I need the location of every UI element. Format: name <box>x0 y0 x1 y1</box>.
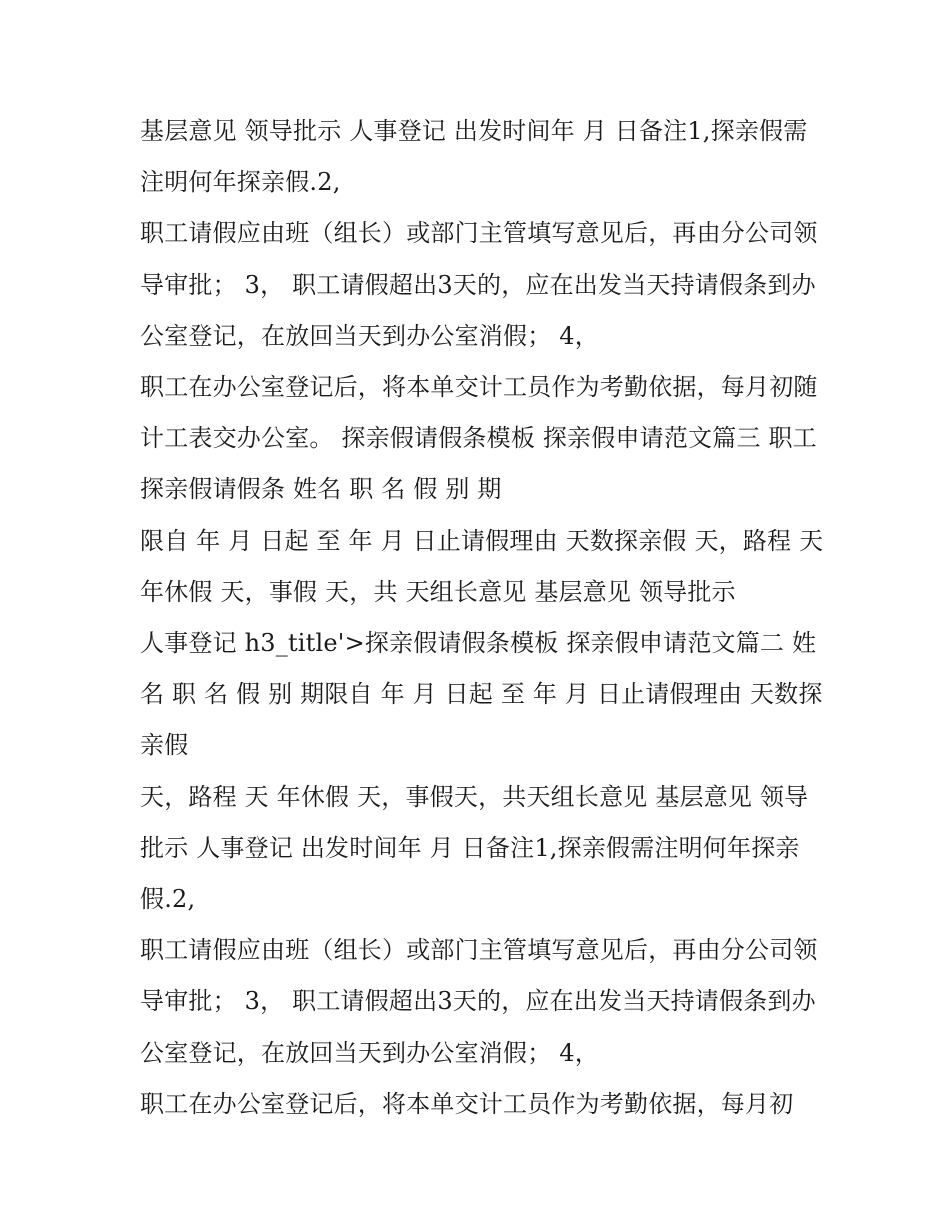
paragraph-6: 天，路程 天 年休假 天，事假天，共天组长意见 基层意见 领导批示 人事登记 出发时间年 月 日备注1,探亲假需注明何年探亲假.2, <box>140 782 809 914</box>
paragraph-5: 人事登记 h3_title'>探亲假请假条模板 探亲假申请范文篇二 姓名 职 名 假 别 期限自 年 月 日起 至 年 月 日止请假理由 天数探亲假 <box>140 629 823 760</box>
paragraph-7: 职工请假应由班（组长）或部门主管填写意见后，再由分公司领导审批； 3， 职工请假超出3天的，应在出发当天持请假条到办公室登记，在放回当天到办公室消假； 4， <box>140 936 818 1067</box>
paragraph-4: 限自 年 月 日起 至 年 月 日止请假理由 天数探亲假 天，路程 天 年休假 天，事假 天，共 天组长意见 基层意见 领导批示 <box>140 526 832 606</box>
paragraph-3: 职工在办公室登记后，将本单交计工员作为考勤依据，每月初随计工表交办公室。 探亲假请假条模板 探亲假申请范文篇三 职工探亲假请假条 姓名 职 名 假 别 期 <box>140 373 818 504</box>
document-body <box>140 106 830 1130</box>
paragraph-1: 基层意见 领导批示 人事登记 出发时间年 月 日备注1,探亲假需注明何年探亲假.2, <box>140 117 808 197</box>
paragraph-2: 职工请假应由班（组长）或部门主管填写意见后，再由分公司领导审批； 3， 职工请假超出3天的，应在出发当天持请假条到办公室登记，在放回当天到办公室消假； 4， <box>140 219 818 350</box>
paragraph-8: 职工在办公室登记后，将本单交计工员作为考勤依据，每月初 <box>140 1089 794 1118</box>
